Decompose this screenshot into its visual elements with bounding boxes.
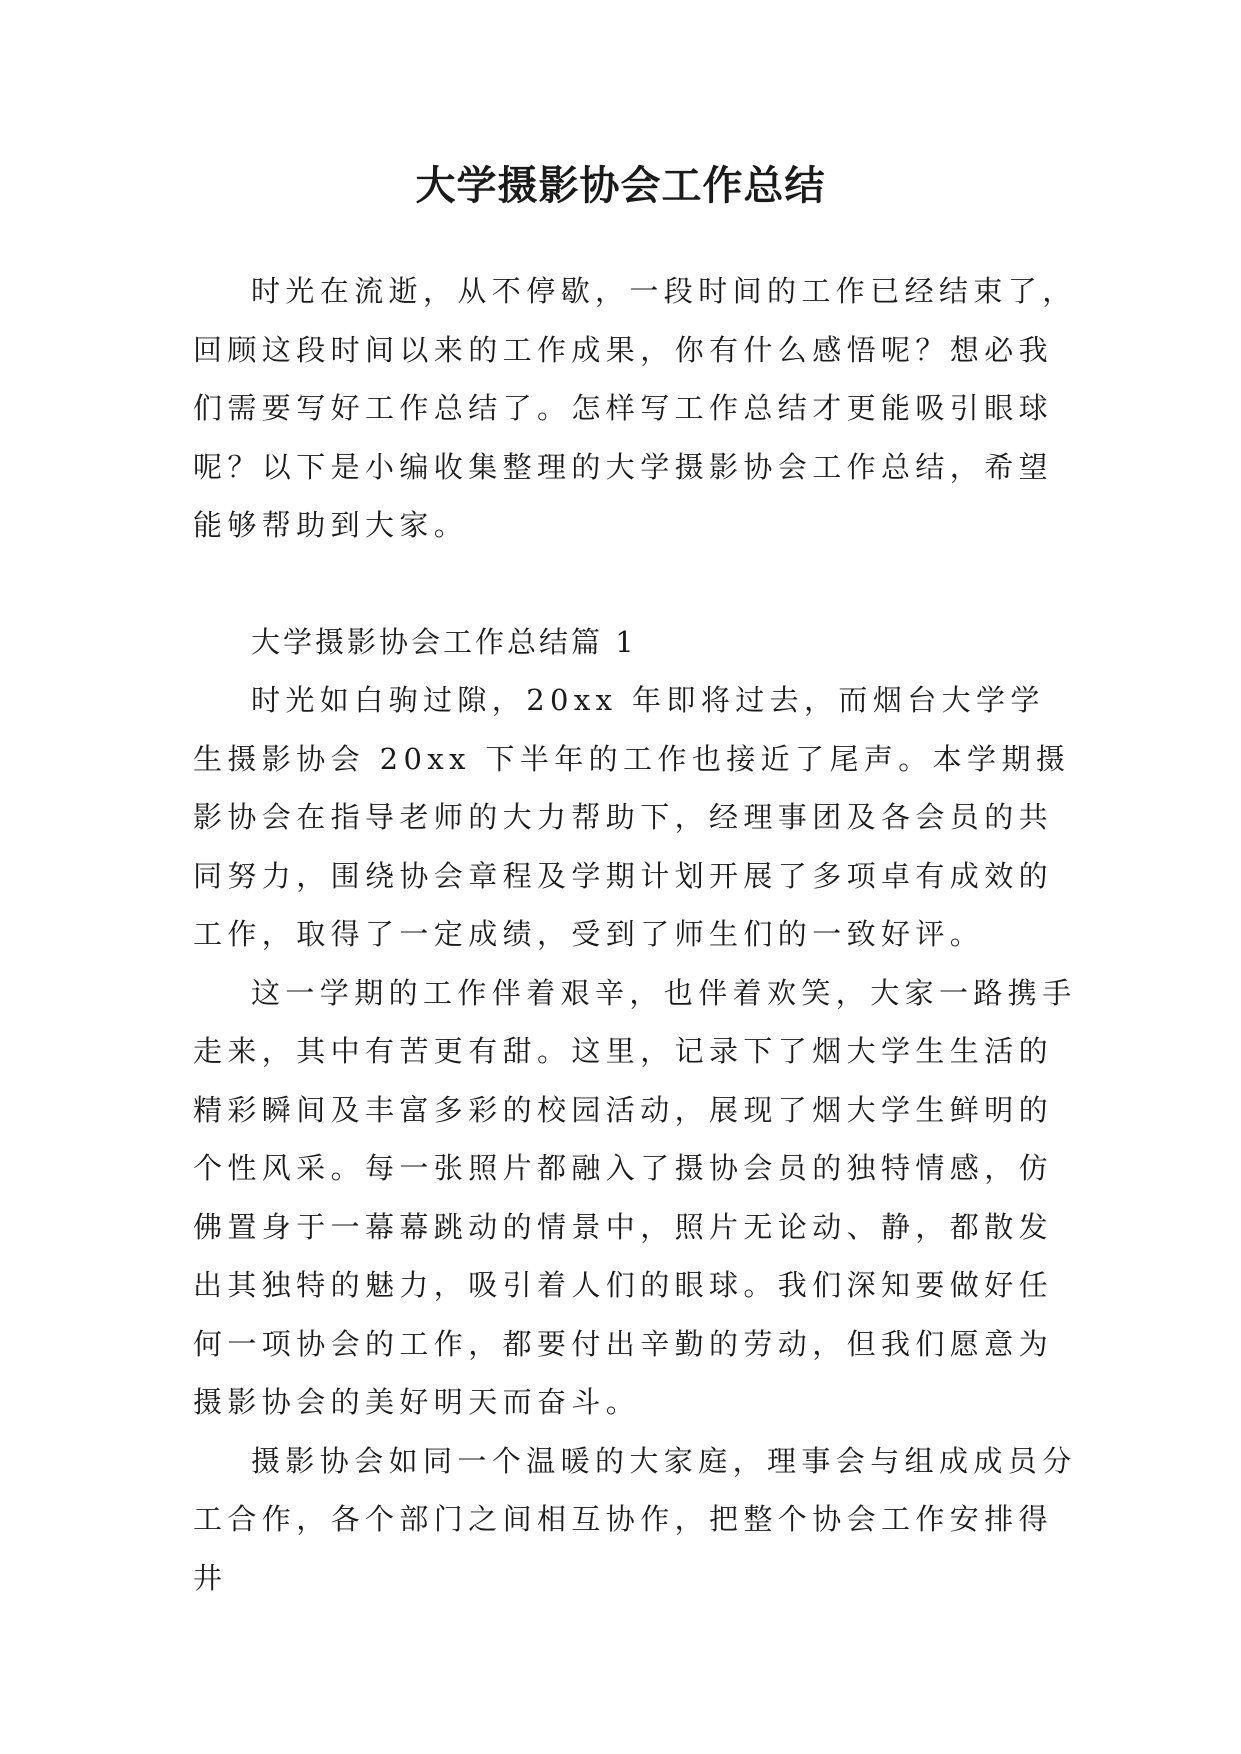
body-paragraph-2: 这一学期的工作伴着艰辛，也伴着欢笑，大家一路携手走来，其中有苦更有甜。这里，记录下了烟大学生生活的精彩瞬间及丰富多彩的校园活动，展现了烟大学生鲜明的个性风采。每一张照片都融入了摄协会员的独特情感，仿佛置身于一幕幕跳动的情景中，照片无论动、静，都散发出其独特的魅力，吸引着人们的眼球。我们深知要做好任何一项协会的工作，都要付出辛勤的劳动，但我们愿意为摄影协会的美好明天而奋斗。: [193, 975, 1077, 1419]
document-body: [193, 262, 1078, 1607]
body-paragraph-3: 摄影协会如同一个温暖的大家庭，理事会与组成成员分工合作，各个部门之间相互协作，把整个协会工作安排得井: [193, 1443, 1077, 1595]
intro-paragraph: 时光在流逝，从不停歇，一段时间的工作已经结束了，回顾这段时间以来的工作成果，你有什么感悟呢？想必我们需要写好工作总结了。怎样写工作总结才更能吸引眼球呢？以下是小编收集整理的大学摄影协会工作总结，希望能够帮助到大家。: [193, 274, 1077, 542]
document-title: 大学摄影协会工作总结: [415, 162, 826, 209]
section-heading: 大学摄影协会工作总结篇 1: [251, 624, 637, 659]
body-paragraph-1: 时光如白驹过隙，20xx 年即将过去，而烟台大学学生摄影协会 20xx 下半年的工作也接近了尾声。本学期摄影协会在指导老师的大力帮助下，经理事团及各会员的共同努力，围绕协会章程及学期计划开展了多项卓有成效的工作，取得了一定成绩，受到了师生们的一致好评。: [193, 683, 1071, 951]
paragraph-spacer: [193, 555, 1078, 613]
